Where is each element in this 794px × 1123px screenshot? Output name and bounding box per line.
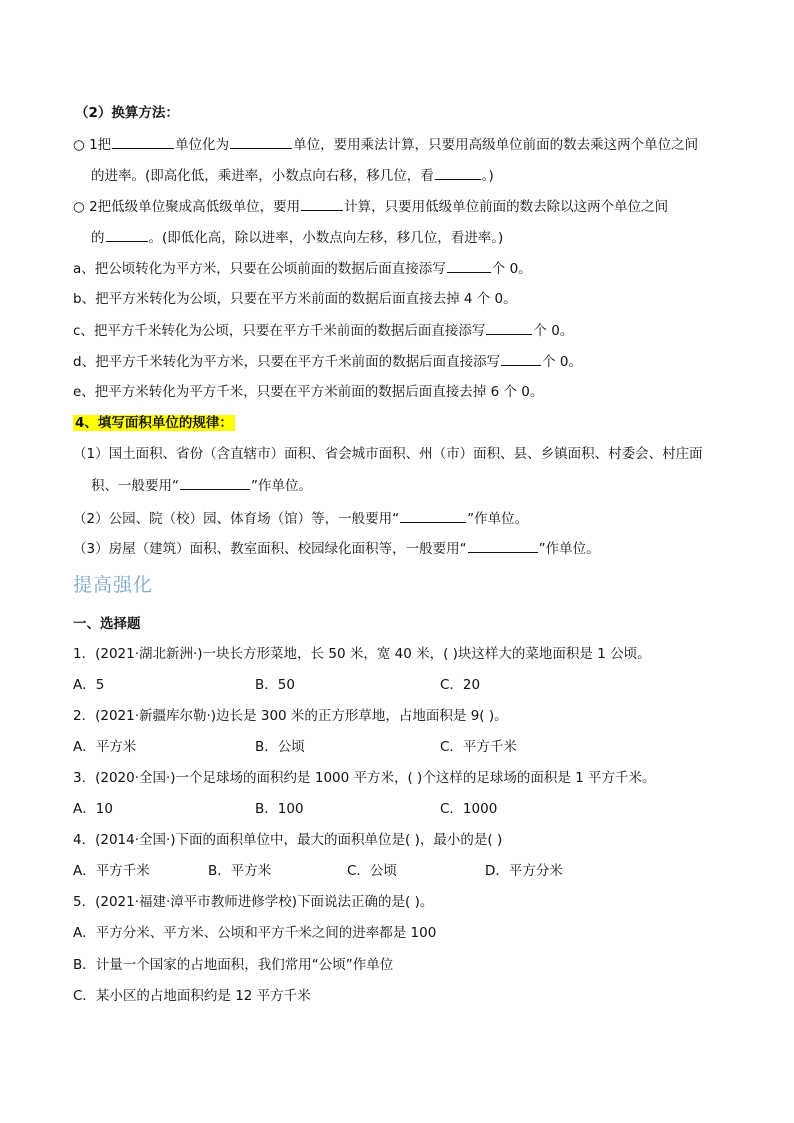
question-4: 4．(2014·全国·)下面的面积单位中，最大的面积单位是( )，最小的是( ) [73, 832, 503, 848]
text: （3）房屋（建筑）面积、教室面积、校园绿化面积等，一般要用“ [73, 541, 467, 557]
option: D．平方分米 [485, 863, 563, 879]
fill-rule-1: （1）国土面积、省份（含直辖市）面积、省会城市面积、州（市）面积、县、乡镇面积、村委会、村庄面 [73, 446, 703, 462]
method-point-2-cont [91, 227, 503, 248]
option: C．平方千米 [440, 739, 517, 755]
text: 的进率。(即高化低，乘进率，小数点向右移，移几位，看 [91, 168, 434, 184]
method-point-2 [73, 196, 668, 217]
option: C．20 [440, 677, 481, 693]
text: 个 0。 [542, 354, 582, 370]
method-heading: （2）换算方法： [75, 105, 179, 121]
question-5-option-b: B．计量一个国家的占地面积，我们常用“公顷”作单位 [73, 957, 394, 973]
text: d、把平方千米转化为平方米，只要在平方千米前面的数据后面直接添写 [73, 354, 501, 370]
rule-c [73, 320, 573, 341]
question-5-option-c: C．某小区的占地面积约是 12 平方千米 [73, 988, 311, 1004]
text: 个 0。 [533, 323, 574, 339]
text: 的 [91, 230, 105, 246]
question-5-option-a: A．平方分米、平方米、公顷和平方千米之间的进率都是 100 [73, 925, 437, 941]
option: B．100 [255, 801, 304, 817]
fill-rule-2 [73, 508, 528, 529]
option: C．公顷 [347, 863, 397, 879]
question-3: 3．(2020·全国·)一个足球场的面积约是 1000 平方米，( )个这样的足球场的面积是 1 平方千米。 [73, 770, 656, 786]
blank [468, 538, 538, 553]
option: C．1000 [440, 801, 498, 817]
rule-b: b、把平方米转化为公顷，只要在平方米前面的数据后面直接去掉 4 个 0。 [73, 291, 517, 307]
method-point-1-cont [91, 165, 494, 186]
text: ”作单位。 [467, 511, 529, 527]
option: A．平方千米 [73, 863, 150, 879]
text: 。(即低化高，除以进率，小数点向左移，移几位，看进率。) [148, 230, 504, 246]
part-title: 一、选择题 [73, 616, 141, 632]
rule-d [73, 351, 582, 372]
text: a、把公顷转化为平方米，只要在公顷前面的数据后面直接添写 [73, 261, 446, 277]
option: A．平方米 [73, 739, 137, 755]
fill-rule-1-cont [91, 475, 312, 496]
highlighted-heading: 4、填写面积单位的规律： [75, 415, 233, 431]
blank [435, 165, 481, 180]
blank [486, 320, 532, 335]
text: ○ 1把 [73, 137, 112, 153]
question-5: 5．(2021·福建·漳平市教师进修学校)下面说法正确的是( )。 [73, 894, 434, 910]
text: 单位，要用乘法计算，只要用高级单位前面的数去乘这两个单位之间 [293, 137, 699, 153]
blank [180, 475, 250, 490]
text: 计算，只要用低级单位前面的数去除以这两个单位之间 [344, 199, 669, 215]
option: A．10 [73, 801, 113, 817]
option: B．50 [255, 677, 295, 693]
rule-e: e、把平方米转化为平方千米，只要在平方米前面的数据后面直接去掉 6 个 0。 [73, 384, 544, 400]
method-point-1 [73, 134, 698, 155]
blank [301, 196, 343, 211]
blank [112, 134, 174, 149]
text: ”作单位。 [538, 541, 600, 557]
fill-rule-3 [73, 538, 600, 559]
text: 积、一般要用“ [91, 478, 179, 494]
blank [447, 258, 491, 273]
text: 。) [481, 168, 494, 184]
blank [400, 508, 466, 523]
text: ○ 2把低级单位聚成高低级单位，要用 [73, 199, 301, 215]
rule-a [73, 258, 532, 279]
text: 个 0。 [491, 261, 532, 277]
option: B．平方米 [208, 863, 272, 879]
blank [230, 134, 292, 149]
question-1: 1．(2021·湖北新洲·)一块长方形菜地，长 50 米，宽 40 米，( )块这样大的菜地面积是 1 公顷。 [73, 646, 651, 662]
blank [106, 227, 148, 242]
fill-rule-heading [73, 413, 235, 433]
text: c、把平方千米转化为公顷，只要在平方千米前面的数据后面直接添写 [73, 323, 486, 339]
option: A．5 [73, 677, 105, 693]
blank [501, 351, 541, 366]
text: 单位化为 [175, 137, 230, 153]
text: （2）公园、院（校）园、体育场（馆）等，一般要用“ [73, 511, 400, 527]
section-title: 提高强化 [73, 574, 154, 596]
option: B．公顷 [255, 739, 305, 755]
question-2: 2．(2021·新疆库尔勒·)边长是 300 米的正方形草地，占地面积是 9( )。 [73, 708, 508, 724]
text: ”作单位。 [251, 478, 312, 494]
